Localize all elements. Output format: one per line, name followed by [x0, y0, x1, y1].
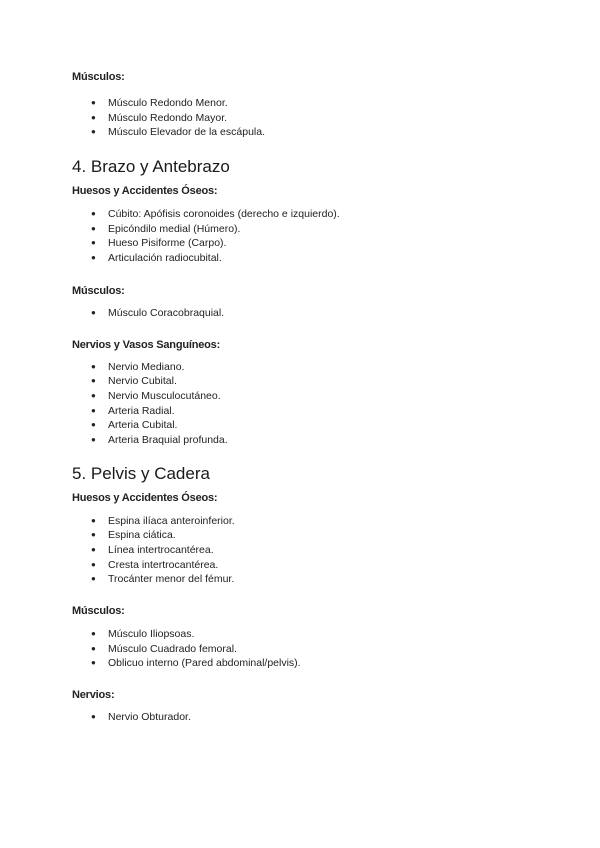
bullet-icon: ● [91, 307, 96, 317]
bullet-icon: ● [91, 405, 96, 415]
bullet-icon: ● [91, 253, 96, 263]
bullet-icon: ● [91, 223, 96, 233]
list-item: ● Nervio Cubital. [91, 375, 177, 388]
section-subheading-nervios-vasos: Nervios y Vasos Sanguíneos: [72, 338, 221, 351]
bullet-list [72, 627, 542, 671]
bullet-icon: ● [91, 434, 96, 444]
bullet-icon: ● [91, 390, 96, 400]
bullet-list [72, 514, 542, 587]
bullet-icon: ● [91, 712, 96, 722]
bullet-list [72, 96, 542, 140]
bullet-icon: ● [91, 658, 96, 668]
bullet-icon: ● [91, 376, 96, 386]
bullet-icon: ● [91, 574, 96, 584]
bullet-icon: ● [91, 127, 96, 137]
section-subheading-musculos: Músculos: [72, 284, 125, 297]
section-subheading-huesos: Huesos y Accidentes Óseos: [72, 185, 218, 198]
section-heading-pelvis-cadera: 5. Pelvis y Cadera [72, 463, 210, 483]
bullet-icon: ● [91, 643, 96, 653]
section-subheading-musculos: Músculos: [72, 605, 125, 618]
bullet-icon: ● [91, 361, 96, 371]
bullet-icon: ● [91, 530, 96, 540]
list-item: ● Cúbito: Apófisis coronoides (derecho e izquierdo). [91, 208, 340, 221]
section-subheading-huesos: Huesos y Accidentes Óseos: [72, 491, 218, 504]
list-item: ● Cresta intertrocantérea. [91, 558, 219, 571]
list-item: ● Músculo Cuadrado femoral. [91, 642, 237, 655]
list-item: ● Articulación radiocubital. [91, 252, 222, 265]
list-item: ● Músculo Elevador de la escápula. [91, 126, 266, 139]
list-item: ● Nervio Mediano. [91, 360, 185, 373]
document-page [72, 71, 542, 725]
section-subheading-musculos: Músculos: [72, 71, 125, 83]
list-item: ● Oblicuo interno (Pared abdominal/pelvis). [91, 657, 301, 670]
list-item: ● Nervio Obturador. [91, 711, 191, 724]
list-item: ● Epicóndilo medial (Húmero). [91, 222, 241, 235]
bullet-list [72, 306, 542, 321]
list-item: ● Trocánter menor del fémur. [91, 573, 235, 586]
list-item: ● Espina ilíaca anteroinferior. [91, 514, 235, 527]
list-item: ● Arteria Cubital. [91, 419, 178, 432]
bullet-icon: ● [91, 238, 96, 248]
bullet-icon: ● [91, 629, 96, 639]
bullet-icon: ● [91, 559, 96, 569]
list-item: ● Arteria Braquial profunda. [91, 433, 228, 446]
section-subheading-nervios: Nervios: [72, 689, 115, 702]
list-item: ● Músculo Redondo Menor. [91, 97, 228, 109]
section-heading-brazo-antebrazo: 4. Brazo y Antebrazo [72, 157, 230, 177]
bullet-icon: ● [91, 98, 96, 107]
bullet-list [72, 710, 542, 725]
bullet-icon: ● [91, 515, 96, 525]
list-item: ● Nervio Musculocutáneo. [91, 389, 221, 402]
list-item: ● Músculo Iliopsoas. [91, 628, 195, 641]
bullet-icon: ● [91, 420, 96, 430]
bullet-icon: ● [91, 545, 96, 554]
list-item: ● Línea intertrocantérea. [91, 544, 214, 556]
bullet-list [72, 360, 542, 448]
list-item: ● Arteria Radial. [91, 404, 175, 417]
list-item: ● Músculo Coracobraquial. [91, 306, 225, 319]
list-item: ● Espina ciática. [91, 529, 176, 542]
bullet-list [72, 207, 542, 266]
list-item: ● Hueso Pisiforme (Carpo). [91, 237, 227, 250]
list-item: ● Músculo Redondo Mayor. [91, 111, 228, 124]
bullet-icon: ● [91, 209, 96, 219]
bullet-icon: ● [91, 112, 96, 122]
